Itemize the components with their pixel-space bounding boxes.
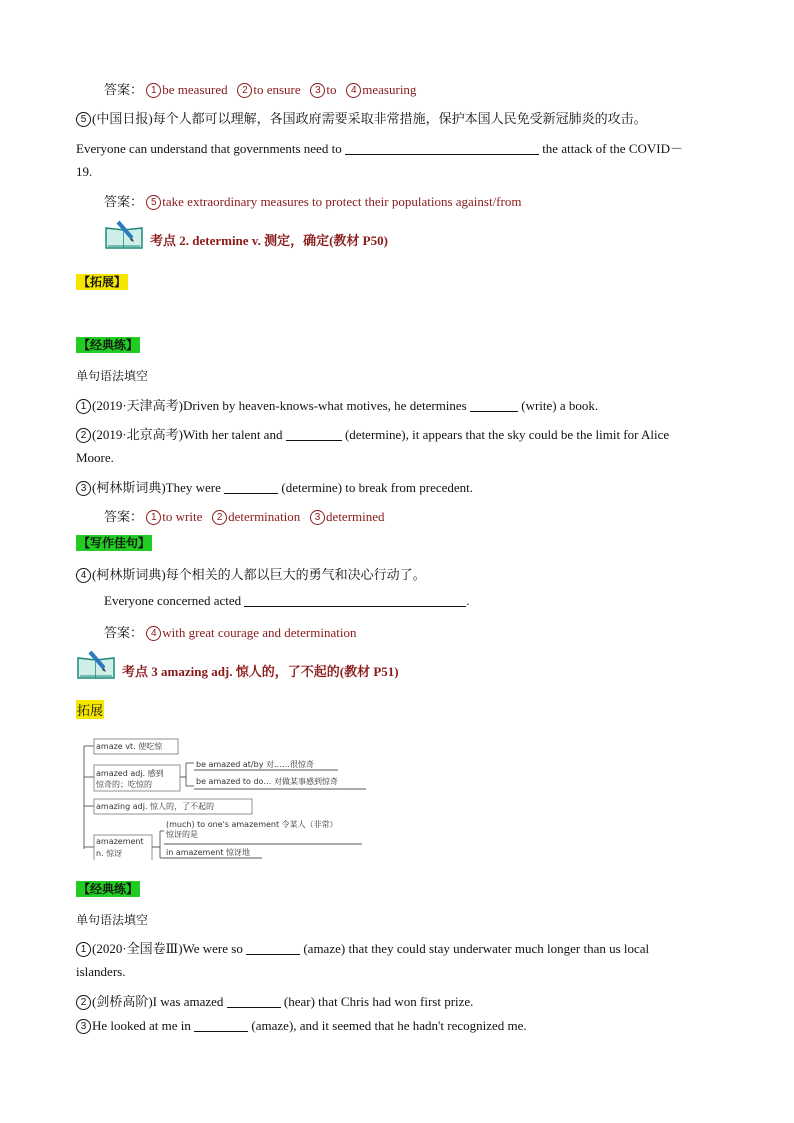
answer-blank[interactable] bbox=[227, 995, 281, 1008]
answer-text: take extraordinary measures to protect their populations against/from bbox=[162, 194, 522, 209]
section-subtitle: 单句语法填空 bbox=[76, 913, 149, 927]
question-text: (amaze) that they could stay underwater much longer than us local bbox=[303, 941, 650, 956]
answer-num: 1 bbox=[146, 83, 161, 98]
question-text: (柯林斯词典)每个相关的人都以巨大的勇气和决心行动了。 bbox=[92, 567, 426, 582]
mind-map-node: amazement bbox=[96, 837, 144, 846]
tag-label: 【经典练】 bbox=[78, 882, 139, 896]
answer-line-1 bbox=[104, 79, 416, 98]
question-num: 3 bbox=[76, 1019, 91, 1034]
question-text: (2019·北京高考)With her talent and bbox=[92, 427, 283, 442]
answer-num: 2 bbox=[212, 510, 227, 525]
question-text: (write) a book. bbox=[521, 398, 599, 413]
question-num: 1 bbox=[76, 399, 91, 414]
mind-map-node: (much) to one's amazement 令某人（非常） bbox=[166, 820, 338, 829]
mind-map-node: be amazed to do… 对做某事感到惊奇 bbox=[196, 777, 338, 786]
tag-writing bbox=[76, 534, 152, 551]
section-subtitle: 单句语法填空 bbox=[76, 369, 149, 383]
mind-map-node: amazing adj. 惊人的，了不起的 bbox=[96, 802, 214, 811]
question-num: 4 bbox=[76, 568, 91, 583]
extend-label: 拓展 bbox=[76, 700, 104, 719]
sentence-4-en bbox=[104, 593, 470, 609]
mind-map-node: in amazement 惊讶地 bbox=[166, 848, 251, 857]
answer-text: to ensure bbox=[253, 82, 301, 97]
exercise-1-cont: islanders. bbox=[76, 964, 126, 979]
tag-label: 【写作佳句】 bbox=[78, 536, 151, 550]
question-text: (determine), it appears that the sky could be the limit for Alice bbox=[344, 427, 670, 442]
answer-text: measuring bbox=[362, 82, 417, 97]
question-5-en-cont: 19. bbox=[76, 164, 93, 179]
sentence-3 bbox=[76, 477, 473, 496]
exercise-3 bbox=[76, 1018, 527, 1034]
question-text: (中国日报)每个人都可以理解，各国政府需要采取非常措施，保护本国人民免受新冠肺炎的攻击。 bbox=[92, 111, 647, 126]
question-text: . bbox=[466, 593, 470, 608]
question-num: 2 bbox=[76, 428, 91, 443]
book-pencil-icon bbox=[104, 218, 146, 250]
answer-num: 5 bbox=[146, 195, 161, 210]
question-text: (柯林斯词典)They were bbox=[92, 480, 221, 495]
question-num: 2 bbox=[76, 995, 91, 1010]
answer-line-2 bbox=[104, 506, 385, 525]
answer-blank[interactable] bbox=[224, 481, 278, 494]
mind-map-node: amazed adj. 感到 bbox=[96, 769, 164, 778]
key-point-3: 考点 3 amazing adj. 惊人的，了不起的(教材 P51) bbox=[122, 664, 399, 679]
answer-line-5 bbox=[104, 191, 521, 210]
question-5-en bbox=[76, 138, 683, 157]
answer-text: determination bbox=[228, 509, 301, 524]
question-num: 5 bbox=[76, 112, 91, 127]
question-text: (determine) to break from precedent. bbox=[281, 480, 474, 495]
tag-label: 【拓展】 bbox=[78, 275, 127, 289]
answer-blank[interactable] bbox=[286, 428, 342, 441]
answer-text: to write bbox=[162, 509, 203, 524]
question-text: Everyone can understand that governments need to bbox=[76, 141, 342, 156]
answer-num: 1 bbox=[146, 510, 161, 525]
question-text: Everyone concerned acted bbox=[104, 593, 242, 608]
answer-num: 3 bbox=[310, 510, 325, 525]
answer-num: 2 bbox=[237, 83, 252, 98]
question-num: 1 bbox=[76, 942, 91, 957]
answer-blank[interactable] bbox=[244, 594, 466, 607]
sentence-2-cont: Moore. bbox=[76, 450, 114, 465]
sentence-2 bbox=[76, 424, 669, 443]
answer-label: 答案： bbox=[104, 509, 144, 524]
tag-classic-practice-2 bbox=[76, 880, 140, 897]
answer-blank[interactable] bbox=[194, 1019, 248, 1032]
answer-num: 4 bbox=[146, 626, 161, 641]
answer-label: 答案： bbox=[104, 194, 144, 209]
mind-map-node: 惊奇的；吃惊的 bbox=[96, 780, 152, 789]
question-5-cn bbox=[76, 108, 647, 127]
answer-blank[interactable] bbox=[470, 399, 518, 412]
exercise-2 bbox=[76, 991, 473, 1010]
answer-num: 4 bbox=[346, 83, 361, 98]
mind-map-node: be amazed at/by 对……很惊奇 bbox=[196, 760, 314, 769]
sentence-4-cn bbox=[76, 564, 426, 583]
key-point-2: 考点 2. determine v. 测定，确定(教材 P50) bbox=[150, 233, 388, 248]
tag-classic-practice bbox=[76, 336, 140, 353]
book-pencil-icon bbox=[76, 648, 118, 680]
answer-text: to bbox=[326, 82, 337, 97]
answer-text: determined bbox=[326, 509, 385, 524]
tag-extend bbox=[76, 273, 128, 290]
answer-text: with great courage and determination bbox=[162, 625, 357, 640]
exercise-1 bbox=[76, 938, 649, 957]
answer-num: 3 bbox=[310, 83, 325, 98]
question-text: (amaze), and it seemed that he hadn't recognized me. bbox=[251, 1018, 527, 1033]
mind-map-node: n. 惊讶 bbox=[96, 849, 123, 858]
question-text: the attack of the COVID－ bbox=[542, 141, 683, 156]
question-num: 3 bbox=[76, 481, 91, 496]
answer-line-3 bbox=[104, 622, 356, 641]
answer-label: 答案： bbox=[104, 625, 144, 640]
answer-label: 答案： bbox=[104, 82, 144, 97]
sentence-1 bbox=[76, 395, 598, 414]
question-text: (2019·天津高考)Driven by heaven-knows-what motives, he determines bbox=[92, 398, 467, 413]
answer-blank[interactable] bbox=[246, 942, 300, 955]
answer-text: be measured bbox=[162, 82, 228, 97]
question-text: (剑桥高阶)I was amazed bbox=[92, 994, 224, 1009]
question-text: He looked at me in bbox=[92, 1018, 191, 1033]
answer-blank[interactable] bbox=[345, 142, 539, 155]
question-text: (2020·全国卷Ⅲ)We were so bbox=[92, 941, 243, 956]
tag-label: 【经典练】 bbox=[78, 338, 139, 352]
question-text: (hear) that Chris had won first prize. bbox=[283, 994, 474, 1009]
mind-map-node: amaze vt. 使吃惊 bbox=[96, 742, 163, 751]
mind-map-node: 惊讶的是 bbox=[166, 830, 198, 839]
